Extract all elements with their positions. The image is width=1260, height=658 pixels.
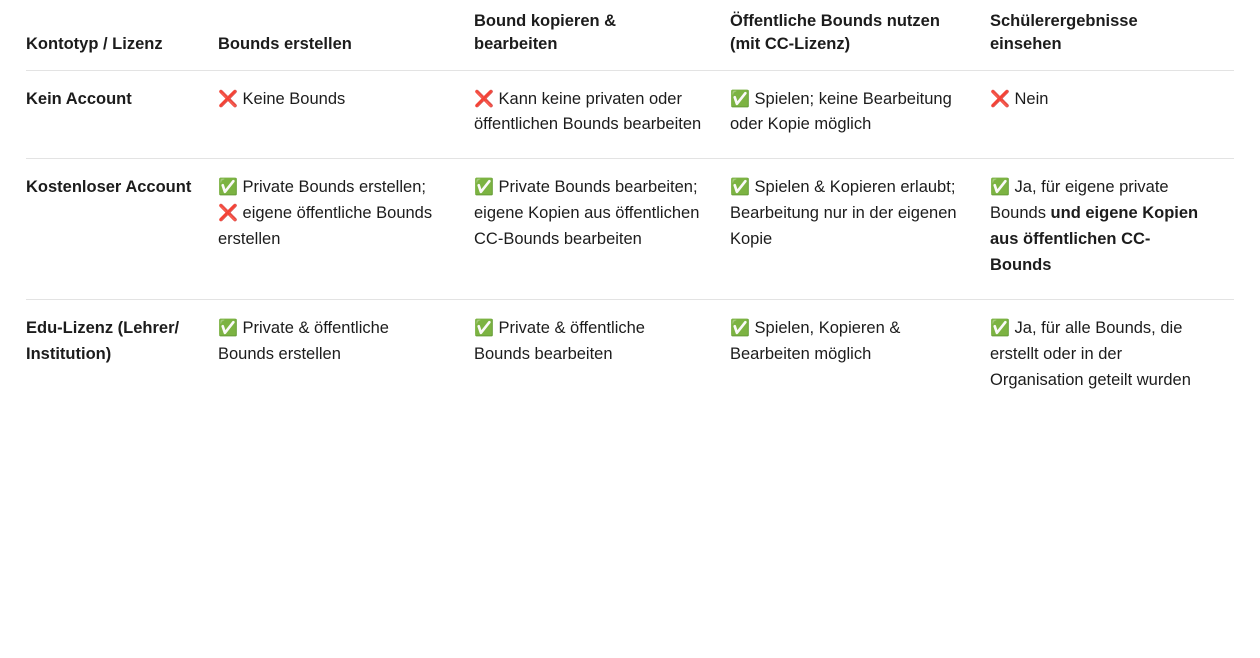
cell-no-account-public-bounds (730, 70, 990, 159)
cell-free-account-public-bounds (730, 159, 990, 300)
table-row (26, 159, 1234, 300)
table-body (26, 70, 1234, 414)
row-label-free-account: Kostenloser Account (26, 159, 218, 300)
cell-edu-copy-edit (474, 299, 730, 413)
check-mark-icon: ✅ (218, 319, 238, 337)
check-mark-icon: ✅ (730, 90, 750, 108)
cell-text: Ja, für alle Bounds, die erstellt oder in der Organisation geteilt wurden (990, 318, 1191, 389)
table-header (26, 10, 1234, 70)
cross-mark-icon: ❌ (218, 90, 238, 108)
column-header-create-bounds: Bounds erstellen (218, 10, 474, 70)
column-header-public-bounds-cc: Öffentliche Bounds nutzen (mit CC-Lizenz) (730, 10, 990, 70)
cell-text: Ja, für eigene private Bounds (990, 178, 1169, 223)
cell-text: Kann keine privaten oder öffentlichen Bounds bearbeiten (474, 89, 702, 134)
column-header-student-results: Schülerergebnisse einsehen (990, 10, 1234, 70)
cell-edu-create-bounds (218, 299, 474, 413)
column-header-copy-edit-bound: Bound kopieren & bearbeiten (474, 10, 730, 70)
cell-no-account-copy-edit (474, 70, 730, 159)
cell-text: Private Bounds erstellen; (242, 178, 426, 197)
cell-text: Private Bounds bearbeiten; eigene Kopien aus öffentlichen CC-Bounds bearbeiten (474, 178, 700, 249)
cross-mark-icon: ❌ (218, 205, 238, 223)
cell-text: Spielen, Kopieren & Bearbeiten möglich (730, 318, 901, 363)
cross-mark-icon: ❌ (990, 90, 1010, 108)
cross-mark-icon: ❌ (474, 90, 494, 108)
cell-text: Spielen & Kopieren erlaubt; Bearbeitung nur in der eigenen Kopie (730, 178, 957, 249)
check-mark-icon: ✅ (990, 319, 1010, 337)
cell-free-account-student-results (990, 159, 1234, 300)
check-mark-icon: ✅ (218, 179, 238, 197)
row-label-edu-license: Edu-Lizenz (Lehrer/ Institution) (26, 318, 180, 363)
table-row (26, 70, 1234, 159)
cell-text: Private & öffentliche Bounds bearbeiten (474, 318, 645, 363)
cell-text: Private & öffentliche Bounds erstellen (218, 318, 389, 363)
check-mark-icon: ✅ (990, 179, 1010, 197)
table-row (26, 299, 1234, 413)
check-mark-icon: ✅ (474, 179, 494, 197)
cell-text: Nein (1014, 89, 1049, 108)
cell-edu-public-bounds (730, 299, 990, 413)
check-mark-icon: ✅ (730, 319, 750, 337)
cell-no-account-create-bounds (218, 70, 474, 159)
table-header-row (26, 10, 1234, 70)
cell-edu-student-results (990, 299, 1234, 413)
cell-free-account-copy-edit (474, 159, 730, 300)
cell-text: Spielen; keine Bearbeitung oder Kopie möglich (730, 89, 952, 134)
check-mark-icon: ✅ (730, 179, 750, 197)
cell-text: Keine Bounds (242, 89, 346, 108)
column-header-account-type: Kontotyp / Lizenz (26, 10, 218, 70)
cell-text-secondary: eigene öffentliche Bounds erstellen (218, 204, 433, 249)
account-type-comparison-table (26, 10, 1234, 414)
cell-no-account-student-results (990, 70, 1234, 159)
cell-free-account-create-bounds (218, 159, 474, 300)
check-mark-icon: ✅ (474, 319, 494, 337)
cell-text-emphasis: und eigene Kopien aus öffentlichen CC-Bounds (990, 204, 1199, 274)
row-label-no-account: Kein Account (26, 70, 218, 159)
